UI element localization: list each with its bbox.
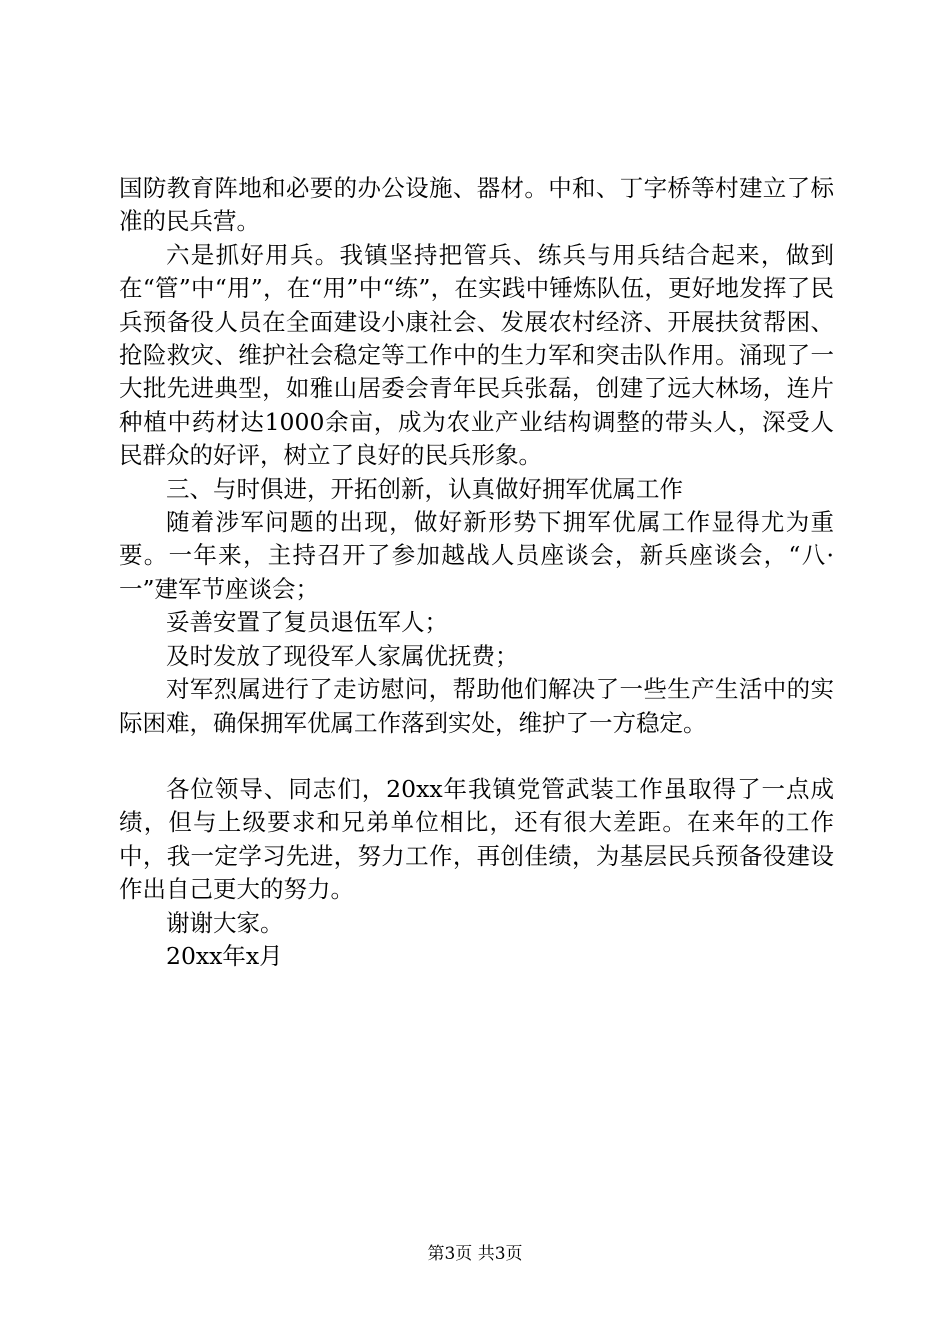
section-heading-support-army: 三、与时俱进，开拓创新，认真做好拥军优属工作: [166, 474, 683, 503]
paragraph-veterans: 妥善安置了复员退伍军人；: [166, 608, 448, 637]
document-body: [119, 172, 834, 973]
paragraph-visits: 对军烈属进行了走访慰问，帮助他们解决了一些生产生活中的实际困难，确保拥军优属工作落到实处，维护了一方稳定。: [119, 675, 834, 737]
paragraph-use-troops: 六是抓好用兵。我镇坚持把管兵、练兵与用兵结合起来，做到在“管”中“用”，在“用”中“练”，在实践中锤炼队伍，更好地发挥了民兵预备役人员在全面建设小康社会、发展农村经济、开展扶贫帮困、抢险救灾、维护社会稳定等工作中的生力军和突击队作用。涌现了一大批先进典型，如雅山居委会青年民兵张磊，创建了远大林场，连片种植中药材达1000余亩，成为农业产业结构调整的带头人，深受人民群众的好评，树立了良好的民兵形象。: [119, 240, 834, 470]
paragraph-thanks: 谢谢大家。: [166, 908, 284, 937]
paragraph-support-army: 随着涉军问题的出现，做好新形势下拥军优属工作显得尤为重要。一年来，主持召开了参加越战人员座谈会，新兵座谈会，“八·一”建军节座谈会；: [119, 508, 834, 603]
paragraph-closing: 各位领导、同志们，20xx年我镇党管武装工作虽取得了一点成绩，但与上级要求和兄弟单位相比，还有很大差距。在来年的工作中，我一定学习先进，努力工作，再创佳绩，为基层民兵预备役建设作出自己更大的努力。: [119, 774, 834, 904]
paragraph-date: 20xx年x月: [166, 941, 283, 970]
paragraph-allowance: 及时发放了现役军人家属优抚费；: [166, 641, 519, 670]
paragraph-intro: 国防教育阵地和必要的办公设施、器材。中和、丁字桥等村建立了标准的民兵营。: [119, 174, 834, 236]
page-footer: 第3页 共3页: [427, 1244, 523, 1264]
paragraph-gap: [119, 740, 834, 773]
